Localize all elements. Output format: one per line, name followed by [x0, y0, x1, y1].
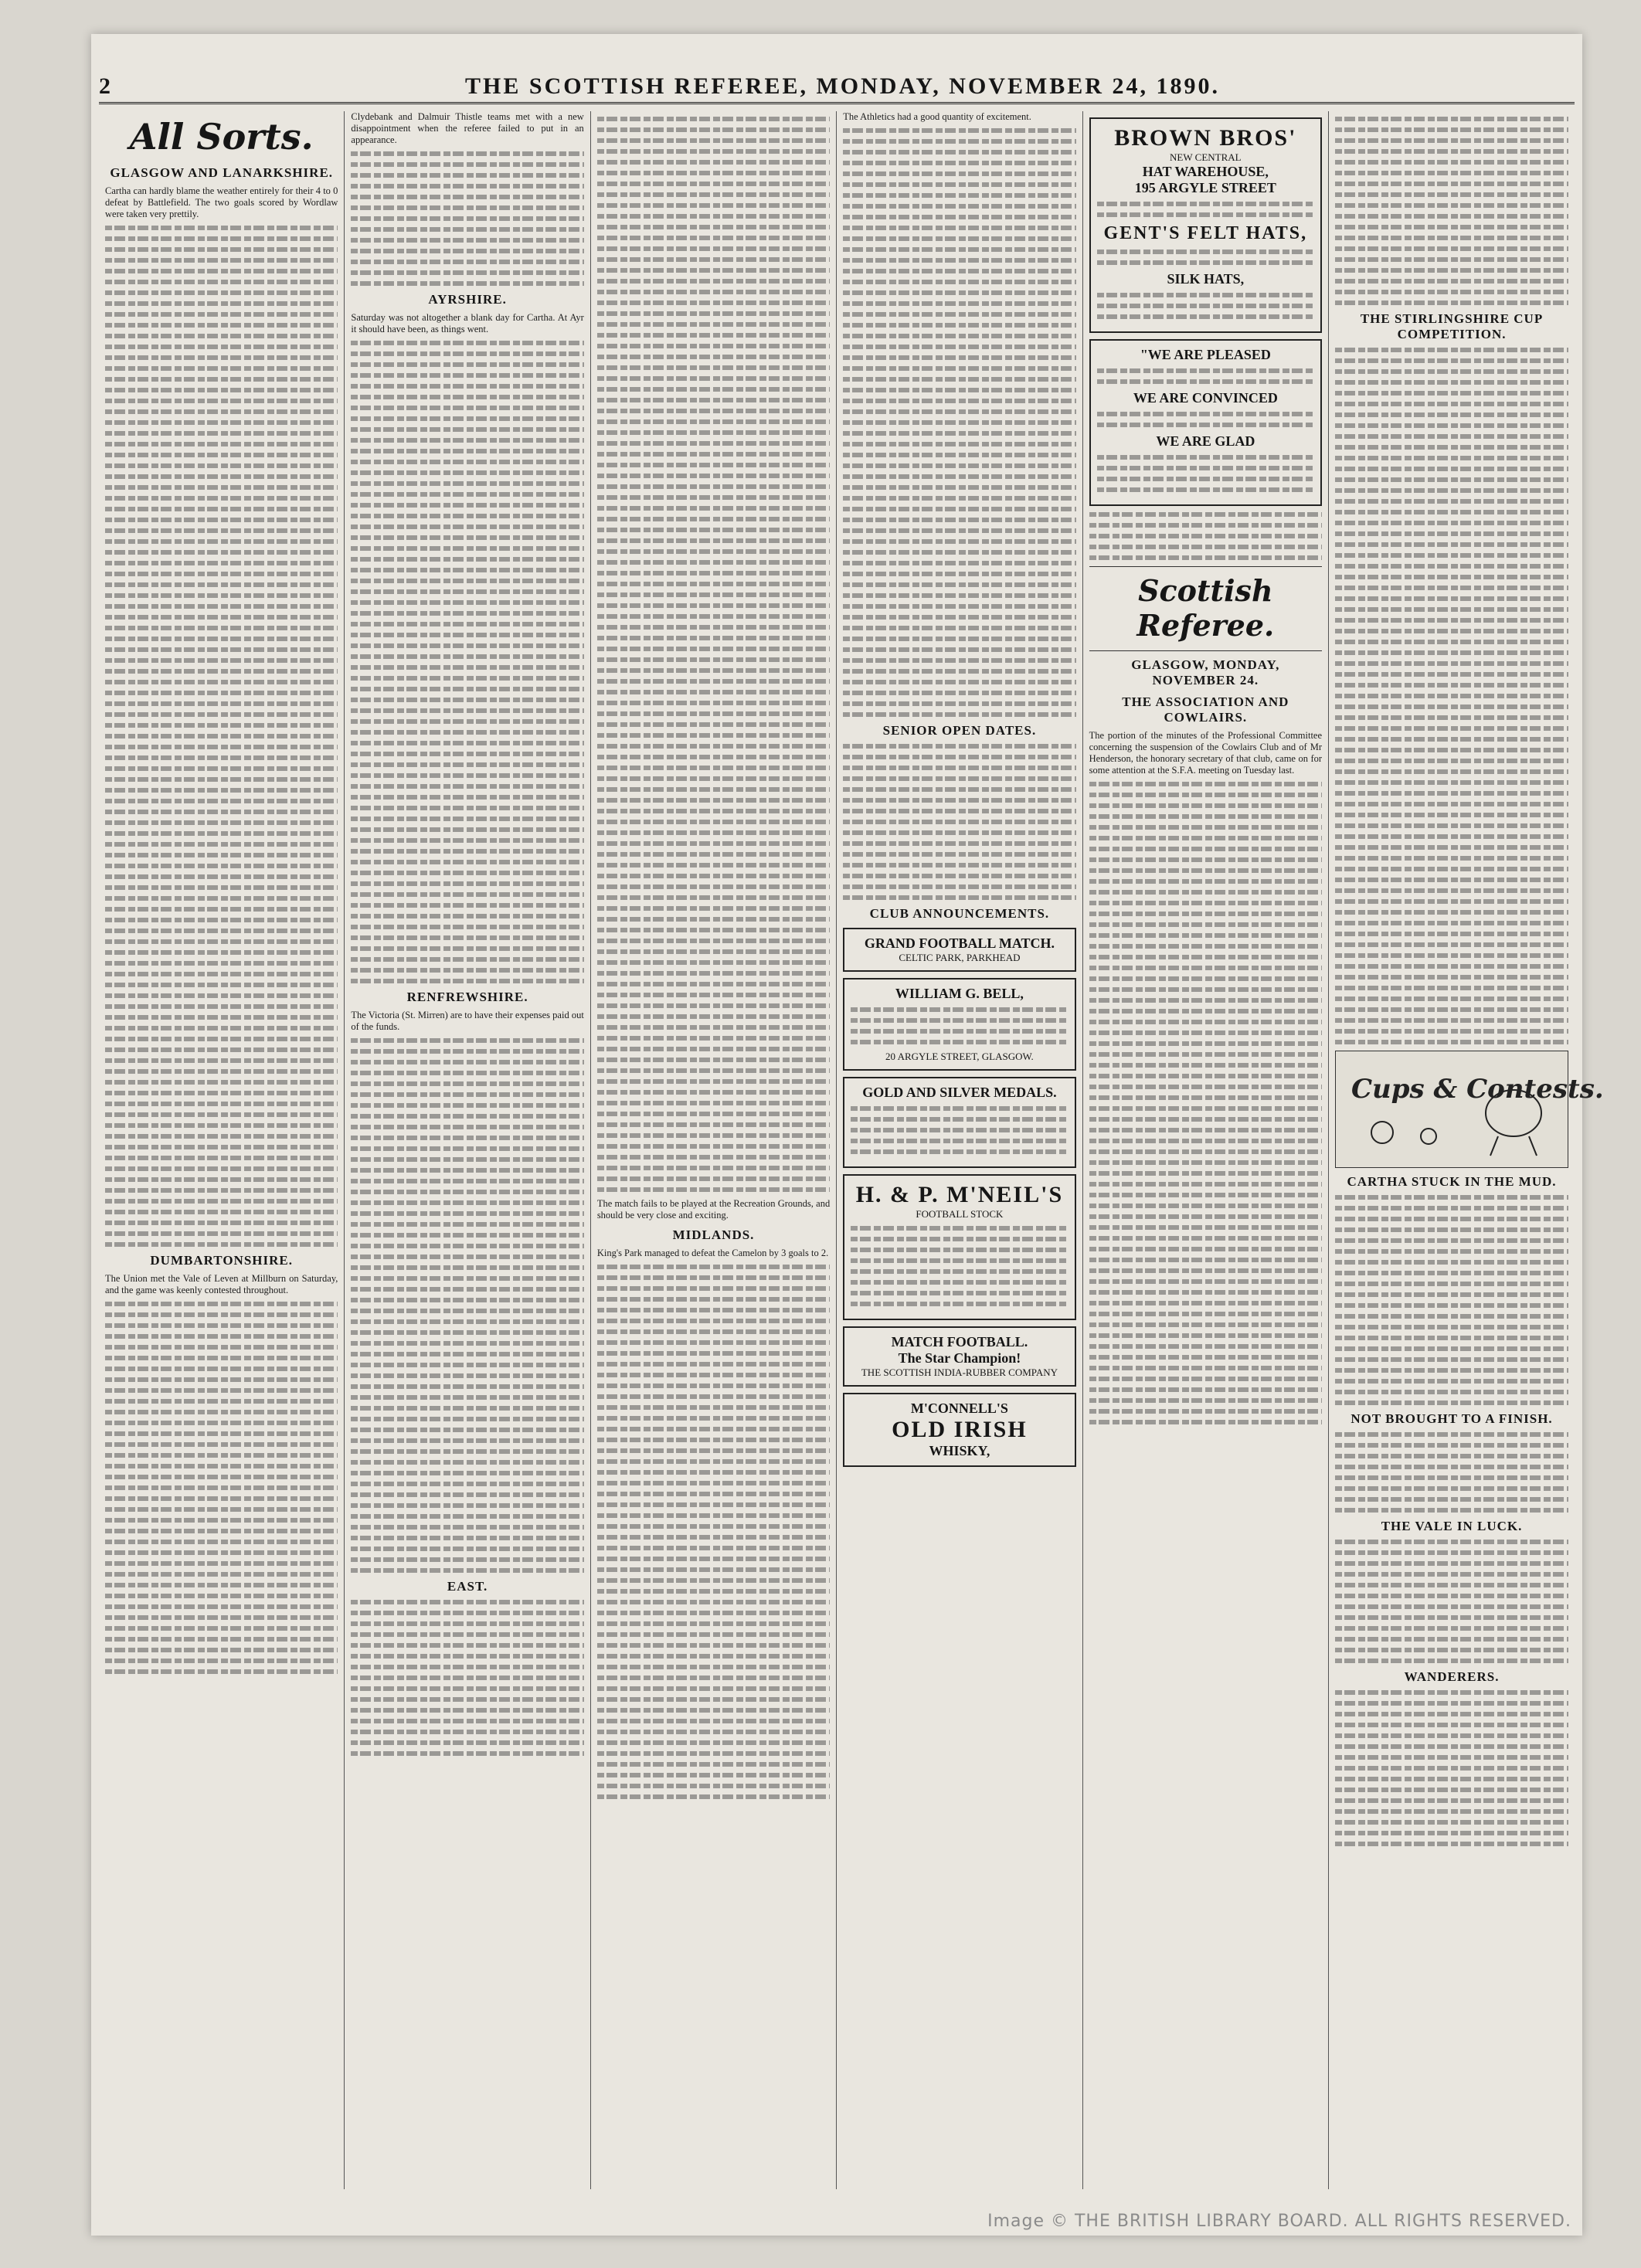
column-5 — [1083, 111, 1329, 2189]
paragraph: The Union met the Vale of Leven at Millburn on Saturday, and the game was keenly contested throughout. — [105, 1273, 338, 1295]
subheading: EAST. — [447, 1579, 488, 1594]
page-number: 2 — [99, 73, 110, 99]
body-text-block — [351, 151, 583, 286]
body-text-block — [351, 1038, 583, 1573]
column-3 — [591, 111, 837, 2189]
cartoon-drawing-icon — [1336, 1059, 1604, 1159]
paragraph: Clydebank and Dalmuir Thistle teams met with a new disappointment when the referee failed to put in an appearance. — [351, 111, 584, 145]
paragraph: The Athletics had a good quantity of excitement. — [843, 111, 1031, 122]
advert-hp-mneil: H. & P. M'NEIL'S FOOTBALL STOCK — [843, 1174, 1075, 1320]
column-4 — [837, 111, 1082, 2189]
paragraph: Saturday was not altogether a blank day for Cartha. At Ayr it should have been, as things went. — [351, 312, 584, 334]
body-text-block — [1335, 1540, 1568, 1663]
copyright-footer: Image © THE BRITISH LIBRARY BOARD. ALL RIGHTS RESERVED. — [987, 2212, 1571, 2231]
body-text-block — [597, 117, 830, 1192]
paragraph: The match fails to be played at the Recreation Grounds, and should be very close and exciting. — [596, 1198, 831, 1221]
subheading: DUMBARTONSHIRE. — [150, 1253, 293, 1268]
advert-brown-bros: BROWN BROS' NEW CENTRAL HAT WAREHOUSE, 195 ARGYLE STREET GENT'S FELT HATS, SILK HATS, — [1089, 117, 1322, 333]
body-text-block — [105, 1302, 338, 1674]
section-heading: All Sorts. — [129, 116, 314, 158]
paragraph: The portion of the minutes of the Professional Committee concerning the suspension of the Cowlairs Club and of Mr Henderson, the honorary secretary of that club, came on for some attention at the S.F.A. meeting on Tuesday last. — [1089, 730, 1323, 776]
advert-mconnells-whisky: M'CONNELL'S OLD IRISH WHISKY, — [843, 1393, 1075, 1467]
subheading: WANDERERS. — [1404, 1669, 1500, 1684]
cartoon-label: Cups & Contests. — [1351, 1074, 1604, 1105]
cartoon-illustration — [1335, 1051, 1604, 1168]
body-text-block — [1335, 117, 1568, 305]
body-text-block — [1335, 1690, 1568, 1846]
body-text-block — [1089, 782, 1322, 1424]
subheading: CLUB ANNOUNCEMENTS. — [869, 906, 1050, 921]
advert-gold-silver-medals: GOLD AND SILVER MEDALS. — [843, 1077, 1075, 1168]
paragraph: The Victoria (St. Mirren) are to have their expenses paid out of the funds. — [351, 1010, 584, 1032]
subheading: THE VALE IN LUCK. — [1381, 1519, 1523, 1533]
masthead-title: THE SCOTTISH REFEREE, MONDAY, NOVEMBER 24, 1890. — [465, 73, 1220, 99]
body-text-block — [1335, 348, 1568, 1044]
subheading: CARTHA STUCK IN THE MUD. — [1347, 1174, 1557, 1189]
masthead — [99, 71, 1575, 104]
body-text-block — [597, 1265, 830, 1799]
body-text-block — [351, 341, 583, 983]
column-6 — [1329, 111, 1604, 2189]
paragraph: Cartha can hardly blame the weather entirely for their 4 to 0 defeat by Battlefield. The two goals scored by Wordlaw were taken very prettily. — [105, 185, 338, 219]
advert-grand-football-match: GRAND FOOTBALL MATCH. CELTIC PARK, PARKHEAD — [843, 928, 1075, 972]
body-text-block — [105, 226, 338, 1247]
subheading: NOT BROUGHT TO A FINISH. — [1351, 1411, 1553, 1426]
subheading: AYRSHIRE. — [428, 292, 507, 307]
subheading: SENIOR OPEN DATES. — [882, 723, 1037, 738]
advert-william-bell: WILLIAM G. BELL, 20 ARGYLE STREET, GLASGOW. — [843, 978, 1075, 1071]
dateline: GLASGOW, MONDAY, NOVEMBER 24. — [1131, 657, 1280, 688]
columns — [99, 111, 1604, 2189]
body-text-block — [843, 744, 1075, 900]
inner-masthead: Scottish Referee. — [1136, 573, 1275, 643]
newspaper-page — [91, 34, 1604, 2236]
subheading: GLASGOW AND LANARKSHIRE. — [110, 165, 334, 180]
advert-we-are-pleased: "WE ARE PLEASED WE ARE CONVINCED WE ARE GLAD — [1089, 339, 1322, 506]
subheading: MIDLANDS. — [672, 1227, 755, 1242]
paragraph: King's Park managed to defeat the Camelon by 3 goals to 2. — [596, 1248, 829, 1258]
body-text-block — [1335, 1195, 1568, 1405]
advert-match-football: MATCH FOOTBALL. The Star Champion! THE SCOTTISH INDIA-RUBBER COMPANY — [843, 1326, 1075, 1387]
column-1 — [99, 111, 345, 2189]
subheading: THE ASSOCIATION AND COWLAIRS. — [1122, 694, 1289, 725]
column-2 — [345, 111, 590, 2189]
body-text-block — [843, 128, 1075, 717]
subheading: THE STIRLINGSHIRE CUP COMPETITION. — [1360, 311, 1544, 341]
body-text-block — [351, 1600, 583, 1756]
subheading: RENFREWSHIRE. — [406, 990, 528, 1004]
body-text-block — [1089, 512, 1322, 560]
body-text-block — [1335, 1432, 1568, 1513]
